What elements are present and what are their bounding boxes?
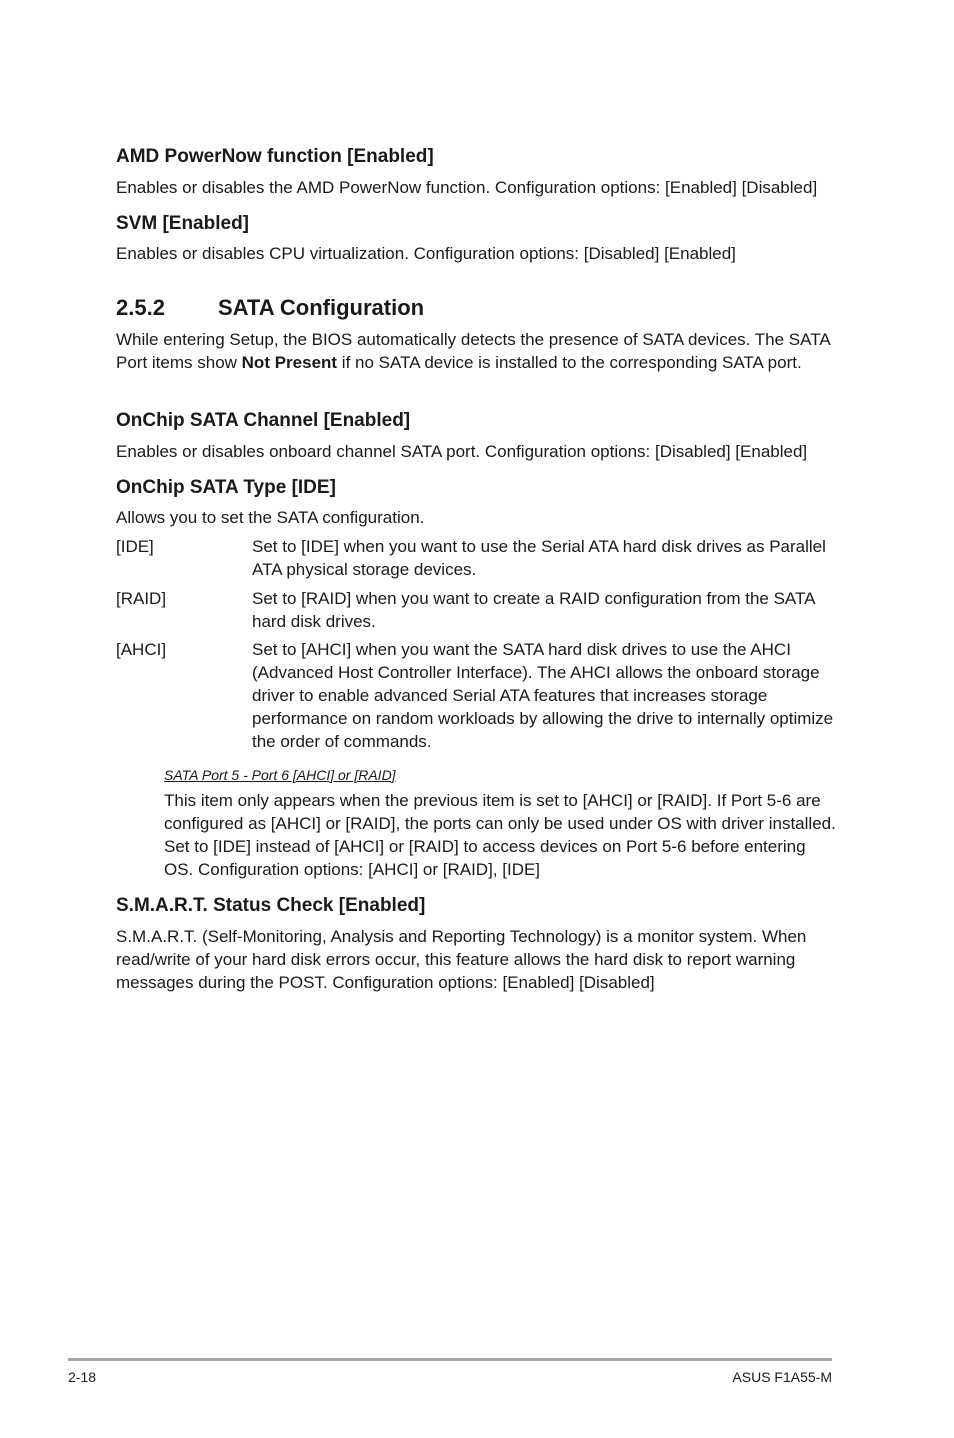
onchip-channel-heading: OnChip SATA Channel [Enabled] bbox=[116, 410, 411, 431]
section-number: 2.5.2 bbox=[116, 295, 165, 320]
option-def-ide: Set to [IDE] when you want to use the Serial ATA hard disk drives as Parallel ATA physical storage devices. bbox=[252, 537, 826, 579]
intro-text-start: While entering Setup, the BIOS automatically detects the presence of SATA devices. The SATA Port items show bbox=[116, 330, 830, 372]
onchip-type-description: Allows you to set the SATA configuration. bbox=[116, 508, 425, 527]
svm-description: Enables or disables CPU virtualization. Configuration options: [Disabled] [Enabled] bbox=[116, 244, 736, 263]
sata-port-subheading: SATA Port 5 - Port 6 [AHCI] or [RAID] bbox=[164, 767, 396, 783]
smart-heading: S.M.A.R.T. Status Check [Enabled] bbox=[116, 895, 426, 916]
sata-config-intro bbox=[116, 328, 836, 374]
section-title: SATA Configuration bbox=[218, 295, 425, 320]
onchip-type-heading: OnChip SATA Type [IDE] bbox=[116, 477, 336, 498]
intro-text-end: if no SATA device is installed to the corresponding SATA port. bbox=[337, 353, 802, 372]
onchip-channel-description: Enables or disables onboard channel SATA port. Configuration options: [Disabled] [Enabled] bbox=[116, 442, 808, 461]
option-term-ahci: [AHCI] bbox=[116, 640, 167, 659]
product-name: ASUS F1A55-M bbox=[732, 1369, 832, 1385]
powernow-description: Enables or disables the AMD PowerNow function. Configuration options: [Enabled] [Disabled] bbox=[116, 178, 818, 197]
option-def-ahci: Set to [AHCI] when you want the SATA hard disk drives to use the AHCI (Advanced Host Controller Interface). The AHCI allows the onboard storage driver to enable advanced Serial ATA features that increases storage performance on random workloads by allowing the drive to internally optimize the order of commands. bbox=[252, 640, 834, 751]
svm-heading: SVM [Enabled] bbox=[116, 213, 250, 234]
footer-divider bbox=[68, 1358, 832, 1361]
option-def-raid: Set to [RAID] when you want to create a RAID configuration from the SATA hard disk drives. bbox=[252, 589, 815, 631]
sata-port-description: This item only appears when the previous item is set to [AHCI] or [RAID]. If Port 5-6 are configured as [AHCI] or [RAID], the ports can only be used under OS with driver installed. Set to [IDE] instead of [AHCI] or [RAID] to access devices on Port 5-6 before entering OS. Configuration options: [AHCI] or [RAID], [IDE] bbox=[164, 791, 836, 879]
page-number: 2-18 bbox=[68, 1369, 97, 1385]
option-term-raid: [RAID] bbox=[116, 589, 167, 608]
powernow-heading: AMD PowerNow function [Enabled] bbox=[116, 146, 434, 167]
intro-bold-text: Not Present bbox=[241, 353, 338, 372]
smart-description: S.M.A.R.T. (Self-Monitoring, Analysis and Reporting Technology) is a monitor system. When read/write of your hard disk errors occur, this feature allows the hard disk to report warning messages during the POST. Configuration options: [Enabled] [Disabled] bbox=[116, 927, 807, 992]
option-term-ide: [IDE] bbox=[116, 537, 154, 556]
